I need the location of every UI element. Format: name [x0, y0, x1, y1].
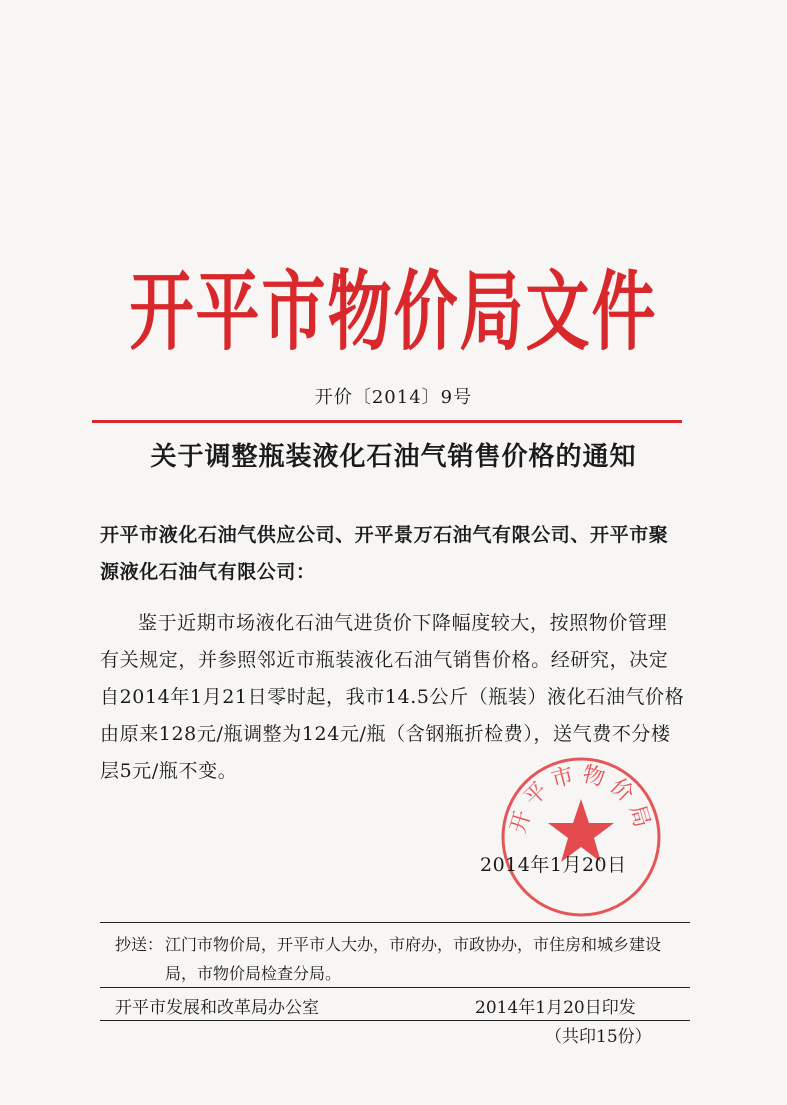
cc-label: 抄送： — [115, 935, 164, 954]
signature-date: 2014年1月20日 — [480, 854, 627, 876]
divider-middle — [100, 987, 690, 988]
red-divider — [92, 420, 682, 423]
notice-title: 关于调整瓶装液化石油气销售价格的通知 — [150, 442, 637, 472]
issuing-office: 开平市发展和改革局办公室 — [115, 998, 319, 1018]
issue-date: 2014年1月20日印发 — [475, 998, 636, 1018]
body-paragraph: 鉴于近期市场液化石油气进货价下降幅度较大，按照物价管理有关规定，并参照邻近市瓶装液化石油气销售价格。经研究，决定自2014年1月21日零时起，我市14.5公斤（瓶装）液化石油气价格由原来128元/瓶调整为124元/瓶（含钢瓶折检费），送气费不分楼层5元/瓶不变。 — [100, 612, 685, 782]
divider-top — [100, 922, 690, 923]
masthead-title: 开平市物价局文件 — [129, 263, 658, 364]
addressee: 开平市液化石油气供应公司、开平景万石油气有限公司、开平市聚源液化石油气有限公司： — [100, 524, 669, 583]
cc-recipients: 江门市物价局，开平市人大办，市府办，市政协办，市住房和城乡建设局，市物价局检查分局。 — [165, 935, 662, 983]
divider-bottom — [100, 1020, 690, 1021]
official-seal — [498, 754, 664, 920]
seal-text: 开平市物价局 — [506, 761, 656, 837]
print-copies: （共印15份） — [545, 1027, 652, 1047]
document-number: 开价〔2014〕9号 — [314, 387, 473, 408]
